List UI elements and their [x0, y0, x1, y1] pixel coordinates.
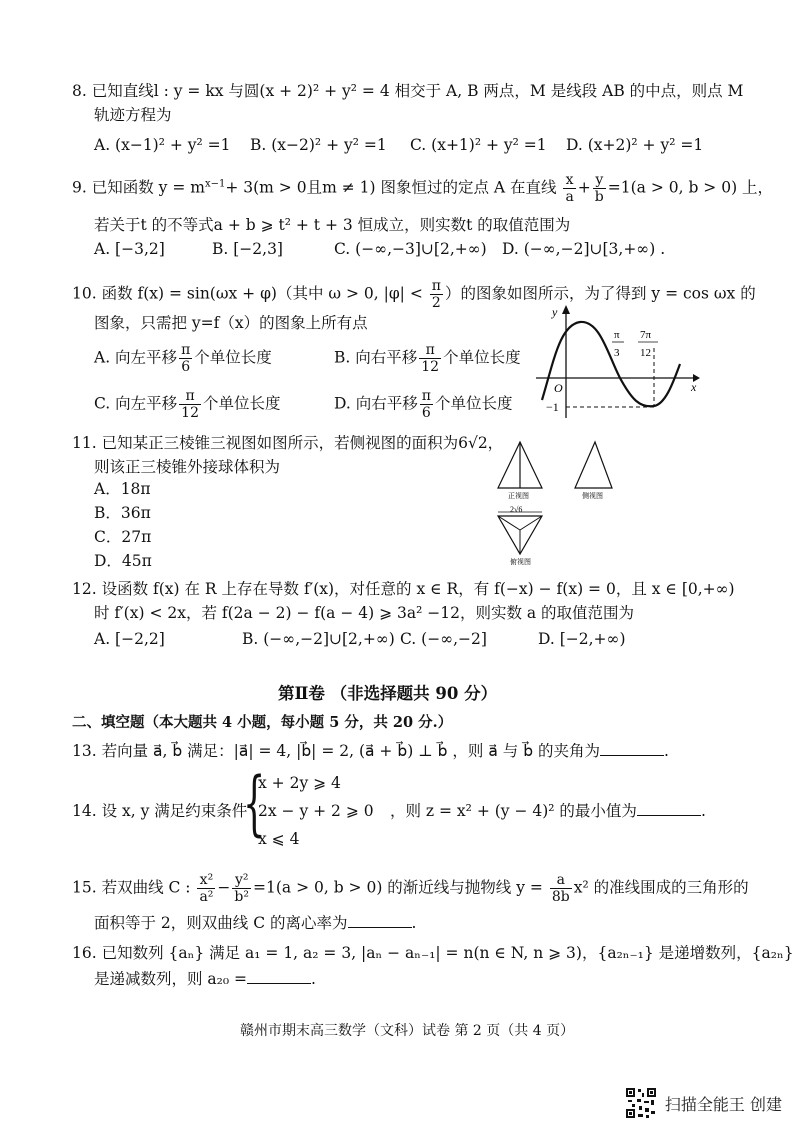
q12-stem-line2: 时 f′(x) < 2x，若 f(2a − 2) − f(a − 4) ⩾ 3a² −12，则实数 a 的取值范围为 — [94, 604, 635, 622]
q11-stem-line1: 11. 已知某正三棱锥三视图如图所示，若侧视图的面积为6√2， — [72, 434, 504, 452]
frac-num: x² — [197, 872, 215, 889]
frac-den: a — [565, 189, 574, 205]
q10-sine-graph — [528, 300, 708, 425]
q9-option-d: D. (−∞,−2]∪[3,+∞) . — [502, 240, 666, 258]
q16-stem-line1: 16. 已知数列 {aₙ} 满足 a₁ = 1, a₂ = 3, |aₙ − aₙ₋₁| = n(n ∈ N, n ⩾ 3)，{a₂ₙ₋₁} 是递增数列，{a₂ₙ} — [72, 944, 794, 962]
dimension-label: 2√6 — [510, 505, 523, 514]
frac-num: y — [593, 172, 606, 189]
q15-frac-y2-b2 — [232, 872, 251, 905]
frac-den: a² — [199, 889, 214, 905]
option-suffix: 个单位长度 — [203, 394, 281, 413]
q9-exponent: x−1 — [204, 178, 226, 190]
q14-constraint-3: x ⩽ 4 — [258, 830, 300, 848]
top-view-label: 俯视图 — [510, 558, 531, 566]
frac-den: 6 — [421, 405, 431, 421]
q16-stem-line2 — [94, 968, 316, 990]
frac-num: x — [563, 172, 575, 189]
q15-text: 面积等于 2，则双曲线 C 的离心率为 — [94, 914, 348, 932]
q10-option-d — [334, 388, 512, 421]
q10-option-b — [334, 342, 521, 375]
q14-text: ，则 z = x² + (y − 4)² 的最小值为 — [390, 802, 637, 820]
part-two-heading: 第Ⅱ卷 （非选择题共 90 分） — [278, 684, 498, 703]
q8-option-c: C. (x+1)² + y² =1 — [410, 136, 547, 154]
frac-num: π — [421, 388, 431, 404]
q8-stem-line2: 轨迹方程为 — [94, 106, 172, 124]
q12-option-c: C. (−∞,−2] — [400, 630, 487, 648]
frac-den: b² — [234, 889, 249, 905]
q8-stem-line1: 8. 已知直线l : y = kx 与圆(x + 2)² + y² = 4 相交于 A, B 两点，M 是线段 AB 的中点，则点 M — [72, 82, 744, 100]
option-suffix: 个单位长度 — [434, 394, 513, 413]
frac-den: 8b — [551, 889, 570, 905]
tick-7pi12-den: 12 — [640, 347, 651, 359]
y-axis-arrow — [562, 305, 570, 314]
frac-den: 6 — [181, 359, 191, 375]
frac-num: π — [419, 342, 441, 359]
option-suffix: 个单位长度 — [443, 348, 521, 367]
q13-answer-blank[interactable] — [600, 741, 664, 756]
x-label: x — [691, 380, 697, 394]
q9-frac-x-a — [563, 172, 575, 205]
q10-option-c — [94, 388, 281, 421]
frac-num: π — [179, 388, 201, 405]
q12-option-b: B. (−∞,−2]∪[2,+∞) — [242, 630, 395, 648]
tick-pi3-den: 3 — [614, 347, 620, 359]
q14-constraint-2: 2x − y + 2 ⩾ 0 — [258, 802, 374, 820]
frac-pi-12 — [179, 388, 201, 421]
q10-part2: ）的图象如图所示，为了得到 y = cos ωx 的 — [444, 284, 756, 303]
q13-text: 13. 若向量 a⃗, b⃗ 满足：|a⃗| = 4, |b⃗| = 2, (a⃗ + b⃗) ⊥ b⃗ ，则 a⃗ 与 b⃗ 的夹角为 — [72, 742, 600, 760]
q11-stem-line2: 则该正三棱锥外接球体积为 — [94, 458, 281, 476]
q15-frac-a-8b — [550, 872, 572, 905]
q11-option-a: A．18π — [94, 480, 151, 498]
q15-part1: 15. 若双曲线 C : — [72, 878, 191, 897]
q15-end: . — [411, 914, 417, 932]
frac-den: 2 — [431, 295, 441, 311]
q9-option-a: A. [−3,2] — [94, 240, 165, 258]
front-view-label: 正视图 — [508, 492, 529, 500]
q15-frac-x2-a2 — [197, 872, 215, 905]
q10-stem-line2: 图象，只需把 y=f（x）的图象上所有点 — [94, 314, 368, 332]
option-suffix: 个单位长度 — [194, 348, 272, 367]
side-view-label: 侧视图 — [582, 492, 603, 500]
tick-pi3-num: π — [614, 329, 620, 341]
q16-answer-blank[interactable] — [247, 969, 311, 984]
frac-num: π — [181, 342, 191, 358]
q15-stem-line2 — [94, 912, 416, 934]
qr-code-icon — [625, 1087, 657, 1119]
q13-end: . — [663, 742, 669, 760]
top-view-edge-1 — [498, 516, 520, 530]
q8-option-a: A. (x−1)² + y² =1 — [94, 136, 231, 154]
q9-option-b: B. [−2,3] — [212, 240, 283, 258]
q15-answer-blank[interactable] — [348, 913, 412, 928]
minus: − — [217, 878, 231, 897]
q14-stem-prefix: 14. 设 x, y 满足约束条件 — [72, 802, 248, 820]
page-footer: 赣州市期末高三数学（文科）试卷 第 2 页（共 4 页） — [240, 1023, 575, 1039]
option-label: A. 向左平移 — [94, 348, 178, 367]
frac-num: a — [550, 872, 572, 889]
option-label: C. 向左平移 — [94, 394, 178, 413]
q14-end: . — [700, 802, 706, 820]
frac-den: b — [594, 189, 604, 205]
q11-three-views — [490, 440, 650, 570]
q10-option-a — [94, 342, 272, 375]
q9-part1: 9. 已知函数 y = m — [72, 178, 205, 197]
q14-stem-suffix — [390, 800, 706, 822]
q16-end: . — [311, 970, 316, 988]
sine-curve — [542, 322, 680, 406]
q14-constraint-1: x + 2y ⩾ 4 — [258, 774, 341, 792]
q15-part2: =1(a > 0, b > 0) 的渐近线与抛物线 y = — [253, 878, 543, 897]
q12-option-a: A. [−2,2] — [94, 630, 165, 648]
scanner-label: 扫描全能王 创建 — [664, 1094, 782, 1114]
q15-stem-line1 — [72, 872, 749, 905]
scanner-watermark — [625, 1087, 782, 1119]
top-view-edge-2 — [520, 516, 542, 530]
q9-part2: + 3(m > 0且m ≠ 1) 图象恒过的定点 A 在直线 — [225, 178, 557, 197]
origin-label: O — [554, 381, 563, 395]
q8-option-d: D. (x+2)² + y² =1 — [566, 136, 704, 154]
q14-answer-blank[interactable] — [637, 801, 701, 816]
q8-option-b: B. (x−2)² + y² =1 — [250, 136, 387, 154]
q9-frac-y-b — [593, 172, 606, 205]
frac-num: y² — [232, 872, 251, 889]
side-view-triangle — [575, 442, 612, 488]
frac-den: 12 — [181, 405, 199, 421]
q12-stem-line1: 12. 设函数 f(x) 在 R 上存在导数 f′(x)，对任意的 x ∈ R，有 f(−x) − f(x) = 0，且 x ∈ [0,+∞) — [72, 580, 735, 598]
q15-part3: x² 的准线围成的三角形的 — [573, 878, 749, 897]
frac-den: 12 — [421, 359, 440, 375]
q9-stem-line1: 9. 已知函数 $y = m^{x-1}+ 3(m > 0$且m ≠ 1) 图象恒过的定点 A 在直线 $\frac{x}{a}$ + $\frac{y}{b}$ =1(a > 0, b > 0) 上， — [72, 172, 774, 205]
q11-option-b: B．36π — [94, 504, 151, 522]
frac-num: π — [431, 278, 441, 294]
q16-text: 是递减数列，则 a₂₀ = — [94, 970, 248, 988]
frac-pi-12 — [419, 342, 441, 375]
frac-pi-6 — [179, 342, 192, 375]
q9-option-c: C. (−∞,−3]∪[2,+∞) — [334, 240, 487, 258]
neg-one-label: −1 — [546, 400, 559, 414]
q13-stem — [72, 740, 669, 762]
frac-pi-6 — [420, 388, 433, 421]
option-label: B. 向右平移 — [334, 348, 418, 367]
q11-option-d: D．45π — [94, 552, 152, 570]
section-two-heading: 二、填空题（本大题共 4 小题，每小题 5 分，共 20 分.） — [72, 714, 453, 731]
tick-7pi12-num: 7π — [640, 329, 652, 341]
q10-frac-pi-2 — [430, 278, 443, 311]
option-label: D. 向右平移 — [334, 394, 418, 413]
q10-part1: 10. 函数 f(x) = sin(ωx + φ)（其中 ω > 0, |φ| < — [72, 284, 423, 303]
q12-option-d: D. [−2,+∞) — [538, 630, 626, 648]
q11-option-c: C．27π — [94, 528, 152, 546]
y-label: y — [552, 305, 558, 319]
q9-stem-line2: 若关于t 的不等式a + b ⩾ t² + t + 3 恒成立，则实数t 的取值范围为 — [94, 216, 571, 234]
q9-part3: =1(a > 0, b > 0) 上， — [607, 178, 774, 197]
q14-brace: { — [243, 762, 266, 844]
